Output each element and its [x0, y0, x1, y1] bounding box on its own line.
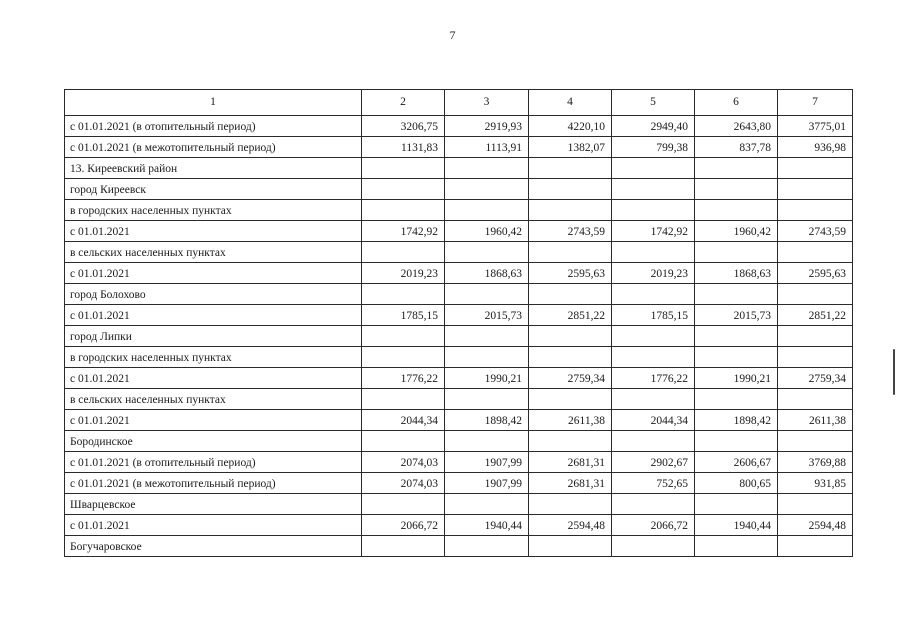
table-row	[65, 431, 853, 452]
tariff-value-cell	[445, 242, 529, 263]
tariff-value-cell: 3206,75	[362, 116, 445, 137]
table-row	[65, 284, 853, 305]
tariff-value-cell: 1940,44	[695, 515, 778, 536]
tariff-value-cell: 1990,21	[695, 368, 778, 389]
tariff-value-cell: 2919,93	[445, 116, 529, 137]
page-number: 7	[449, 28, 456, 42]
row-label: в сельских населенных пунктах	[65, 389, 362, 410]
tariff-value-cell	[612, 179, 695, 200]
row-label: с 01.01.2021 (в межотопительный период)	[65, 473, 362, 494]
tariff-value-cell: 800,65	[695, 473, 778, 494]
table-row	[65, 515, 853, 536]
column-number-header: 7	[778, 90, 853, 116]
column-number-header: 2	[362, 90, 445, 116]
tariff-value-cell	[529, 431, 612, 452]
tariff-value-cell	[445, 347, 529, 368]
tariff-value-cell	[445, 536, 529, 557]
tariff-value-cell	[695, 326, 778, 347]
row-label: город Болохово	[65, 284, 362, 305]
tariff-value-cell: 2595,63	[529, 263, 612, 284]
tariff-value-cell: 2595,63	[778, 263, 853, 284]
row-label: с 01.01.2021	[65, 515, 362, 536]
table-row	[65, 536, 853, 557]
tariff-value-cell: 2681,31	[529, 452, 612, 473]
tariff-value-cell	[612, 536, 695, 557]
tariff-value-cell: 1742,92	[362, 221, 445, 242]
row-label: с 01.01.2021 (в отопительный период)	[65, 116, 362, 137]
table-row	[65, 347, 853, 368]
tariff-value-cell	[362, 431, 445, 452]
tariff-value-cell	[695, 284, 778, 305]
tariff-value-cell	[445, 200, 529, 221]
table-row	[65, 179, 853, 200]
table-row	[65, 452, 853, 473]
tariff-value-cell	[445, 326, 529, 347]
tariff-value-cell	[362, 347, 445, 368]
tariff-value-cell: 2044,34	[362, 410, 445, 431]
tariff-value-cell	[778, 284, 853, 305]
tariff-value-cell	[362, 179, 445, 200]
tariff-value-cell: 1776,22	[612, 368, 695, 389]
row-label: с 01.01.2021	[65, 263, 362, 284]
tariff-value-cell: 2066,72	[362, 515, 445, 536]
tariff-value-cell	[695, 536, 778, 557]
tariff-value-cell	[445, 284, 529, 305]
tariff-value-cell: 2015,73	[695, 305, 778, 326]
tariff-value-cell: 4220,10	[529, 116, 612, 137]
tariff-value-cell	[612, 431, 695, 452]
tariff-value-cell	[529, 326, 612, 347]
tariff-value-cell: 1131,83	[362, 137, 445, 158]
row-label: 13. Киреевский район	[65, 158, 362, 179]
row-label: город Киреевск	[65, 179, 362, 200]
tariff-value-cell: 1907,99	[445, 473, 529, 494]
tariff-value-cell	[529, 494, 612, 515]
tariff-value-cell: 2681,31	[529, 473, 612, 494]
table-row	[65, 221, 853, 242]
tariff-value-cell: 1990,21	[445, 368, 529, 389]
tariff-value-cell	[529, 389, 612, 410]
column-number-header: 1	[65, 90, 362, 116]
table-row	[65, 305, 853, 326]
row-label: с 01.01.2021	[65, 368, 362, 389]
tariff-value-cell	[362, 326, 445, 347]
tariff-value-cell	[362, 284, 445, 305]
tariff-value-cell: 1776,22	[362, 368, 445, 389]
table-row	[65, 116, 853, 137]
tariff-value-cell: 2611,38	[529, 410, 612, 431]
tariff-value-cell: 2606,67	[695, 452, 778, 473]
tariff-value-cell: 2949,40	[612, 116, 695, 137]
tariff-value-cell	[362, 536, 445, 557]
table-row	[65, 389, 853, 410]
table-row	[65, 494, 853, 515]
row-label: город Липки	[65, 326, 362, 347]
tariff-value-cell	[695, 494, 778, 515]
tariff-value-cell: 2594,48	[778, 515, 853, 536]
tariff-value-cell: 752,65	[612, 473, 695, 494]
tariff-value-cell: 1382,07	[529, 137, 612, 158]
row-label: Шварцевское	[65, 494, 362, 515]
tariff-value-cell: 2594,48	[529, 515, 612, 536]
tariff-value-cell	[778, 179, 853, 200]
tariff-value-cell	[612, 242, 695, 263]
row-label: с 01.01.2021	[65, 305, 362, 326]
row-label: с 01.01.2021 (в межотопительный период)	[65, 137, 362, 158]
tariff-value-cell	[778, 326, 853, 347]
tariff-value-cell	[362, 200, 445, 221]
column-number-header: 5	[612, 90, 695, 116]
tariff-value-cell: 2015,73	[445, 305, 529, 326]
tariff-value-cell: 1742,92	[612, 221, 695, 242]
tariff-value-cell	[695, 347, 778, 368]
tariff-value-cell: 1898,42	[445, 410, 529, 431]
column-number-header: 6	[695, 90, 778, 116]
tariff-value-cell	[445, 389, 529, 410]
tariff-value-cell: 2066,72	[612, 515, 695, 536]
tariff-value-cell: 1898,42	[695, 410, 778, 431]
tariff-value-cell: 2019,23	[362, 263, 445, 284]
tariff-value-cell	[695, 200, 778, 221]
tariff-value-cell	[612, 347, 695, 368]
tariff-value-cell: 2044,34	[612, 410, 695, 431]
tariff-value-cell	[529, 158, 612, 179]
tariff-value-cell	[778, 494, 853, 515]
tariff-value-cell	[778, 431, 853, 452]
tariff-value-cell: 931,85	[778, 473, 853, 494]
row-label: в городских населенных пунктах	[65, 347, 362, 368]
row-label: с 01.01.2021 (в отопительный период)	[65, 452, 362, 473]
tariff-value-cell	[612, 158, 695, 179]
tariff-value-cell: 1868,63	[445, 263, 529, 284]
row-label: с 01.01.2021	[65, 410, 362, 431]
table-row	[65, 137, 853, 158]
tariff-value-cell	[362, 242, 445, 263]
table-row	[65, 158, 853, 179]
row-label: в городских населенных пунктах	[65, 200, 362, 221]
tariff-value-cell	[612, 494, 695, 515]
tariff-value-cell	[778, 200, 853, 221]
row-label: Бородинское	[65, 431, 362, 452]
tariff-value-cell: 2074,03	[362, 473, 445, 494]
tariff-value-cell	[695, 389, 778, 410]
tariff-table	[64, 89, 853, 557]
tariff-value-cell	[695, 179, 778, 200]
tariff-value-cell	[778, 158, 853, 179]
column-number-header: 3	[445, 90, 529, 116]
tariff-value-cell: 2743,59	[529, 221, 612, 242]
table-row	[65, 326, 853, 347]
tariff-value-cell	[778, 536, 853, 557]
tariff-value-cell	[695, 158, 778, 179]
tariff-value-cell: 1785,15	[612, 305, 695, 326]
tariff-value-cell	[362, 158, 445, 179]
tariff-value-cell	[445, 494, 529, 515]
tariff-value-cell: 1960,42	[695, 221, 778, 242]
table-row	[65, 200, 853, 221]
tariff-value-cell: 3769,88	[778, 452, 853, 473]
tariff-value-cell: 799,38	[612, 137, 695, 158]
column-number-header: 4	[529, 90, 612, 116]
tariff-value-cell: 2759,34	[778, 368, 853, 389]
table-row	[65, 263, 853, 284]
tariff-value-cell	[529, 200, 612, 221]
tariff-value-cell	[445, 179, 529, 200]
tariff-value-cell	[529, 284, 612, 305]
table-header-row	[65, 90, 853, 116]
tariff-value-cell: 1960,42	[445, 221, 529, 242]
tariff-value-cell	[612, 389, 695, 410]
tariff-value-cell	[612, 200, 695, 221]
tariff-value-cell	[778, 389, 853, 410]
row-label: с 01.01.2021	[65, 221, 362, 242]
table-row	[65, 368, 853, 389]
tariff-value-cell: 837,78	[695, 137, 778, 158]
tariff-value-cell: 2611,38	[778, 410, 853, 431]
tariff-value-cell	[529, 347, 612, 368]
tariff-value-cell	[362, 494, 445, 515]
tariff-value-cell	[445, 431, 529, 452]
tariff-value-cell: 2074,03	[362, 452, 445, 473]
tariff-value-cell: 2902,67	[612, 452, 695, 473]
table-row	[65, 473, 853, 494]
tariff-value-cell: 2759,34	[529, 368, 612, 389]
tariff-value-cell	[612, 284, 695, 305]
tariff-value-cell	[445, 158, 529, 179]
row-label: в сельских населенных пунктах	[65, 242, 362, 263]
tariff-value-cell: 2851,22	[778, 305, 853, 326]
tariff-value-cell	[529, 536, 612, 557]
table-row	[65, 410, 853, 431]
tariff-value-cell: 2019,23	[612, 263, 695, 284]
scan-edge-mark	[893, 349, 895, 395]
tariff-value-cell	[529, 242, 612, 263]
tariff-value-cell: 936,98	[778, 137, 853, 158]
table-row	[65, 242, 853, 263]
tariff-value-cell: 2643,80	[695, 116, 778, 137]
tariff-value-cell	[778, 347, 853, 368]
tariff-value-cell: 1785,15	[362, 305, 445, 326]
tariff-value-cell: 3775,01	[778, 116, 853, 137]
tariff-value-cell: 2851,22	[529, 305, 612, 326]
tariff-value-cell	[612, 326, 695, 347]
tariff-value-cell: 2743,59	[778, 221, 853, 242]
tariff-value-cell	[695, 431, 778, 452]
row-label: Богучаровское	[65, 536, 362, 557]
tariff-value-cell: 1940,44	[445, 515, 529, 536]
tariff-value-cell: 1113,91	[445, 137, 529, 158]
tariff-value-cell	[778, 242, 853, 263]
tariff-value-cell: 1907,99	[445, 452, 529, 473]
tariff-value-cell: 1868,63	[695, 263, 778, 284]
tariff-value-cell	[529, 179, 612, 200]
tariff-value-cell	[695, 242, 778, 263]
tariff-value-cell	[362, 389, 445, 410]
